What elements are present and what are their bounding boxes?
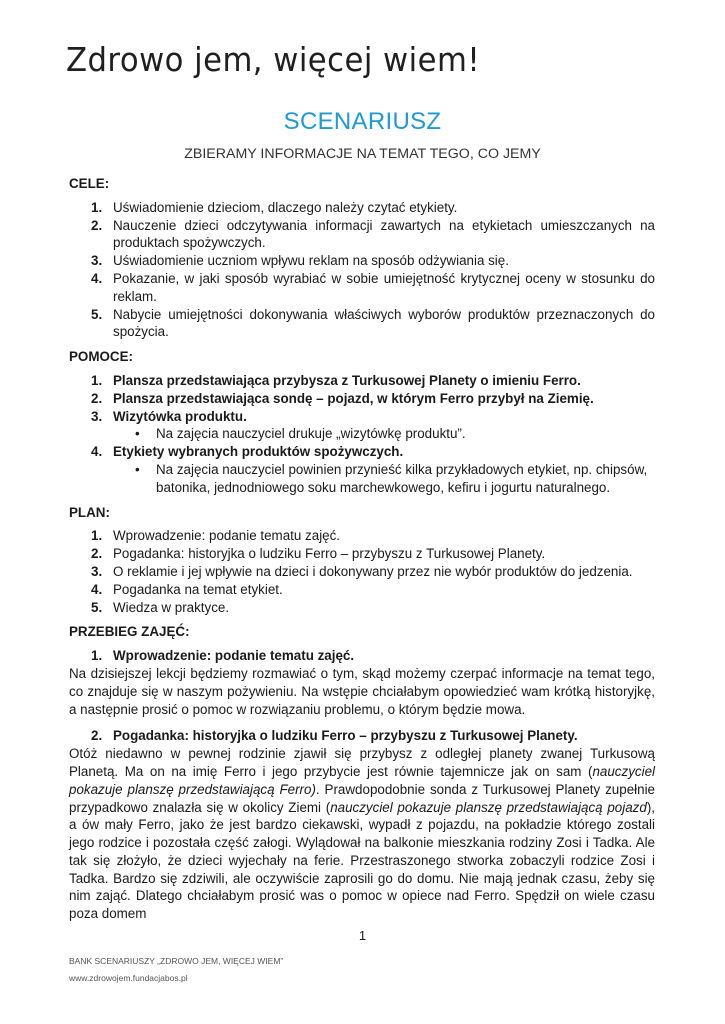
plan-heading: PLAN: bbox=[69, 504, 110, 520]
list-item: 2. Pogadanka: historyjka o ludziku Ferro – przybyszu z Turkusowej Planety. bbox=[91, 546, 546, 562]
pomoce-list bbox=[69, 372, 655, 425]
list-item: • Na zajęcia nauczyciel drukuje „wizytówkę produktu”. bbox=[135, 426, 466, 442]
przebieg-heading: PRZEBIEG ZAJĘĆ: bbox=[69, 624, 190, 640]
bullet-icon: • bbox=[135, 426, 140, 442]
list-item: 5. Nabycie umiejętności dokonywania właściwych wyborów produktów przeznaczonych do spożycia. bbox=[91, 306, 655, 340]
step-1 bbox=[69, 647, 655, 665]
pomoce-sublist-4 bbox=[69, 461, 655, 497]
list-item: 4. Pokazanie, w jaki sposób wyrabiać w sobie umiejętność krytycznej oceny w stosunku do reklam. bbox=[91, 270, 655, 304]
pomoce-sublist-3 bbox=[69, 425, 655, 443]
page-subtitle: ZBIERAMY INFORMACJE NA TEMAT TEGO, CO JEMY bbox=[184, 146, 541, 162]
logo: Zdrowo jem, więcej wiem! bbox=[66, 40, 481, 79]
footer-url: www.zdrowojem.fundacjabos.pl bbox=[69, 973, 188, 983]
footer bbox=[69, 953, 283, 987]
list-item: 3. O reklamie i jej wpływie na dzieci i dokonywany przez nie wybór produktów do jedzenia. bbox=[91, 563, 633, 579]
list-item: 2. Pogadanka: historyjka o ludziku Ferro – przybyszu z Turkusowej Planety. bbox=[91, 728, 578, 744]
list-item: 2. Nauczenie dzieci odczytywania informacji zawartych na etykietach umieszczanych na produktach spożywczych. bbox=[91, 217, 655, 251]
pomoce-list-continued bbox=[69, 443, 655, 461]
paragraph-story: Otóż niedawno w pewnej rodzinie zjawił się przybysz z odległej planety zwanej Turkusową Planetą. Ma on na imię Ferro i jego przybycie jest równie tajemnicze jak on sam (nauczyciel pokazuje planszę przedstawiającą Ferro). Prawdopodobnie sonda z Turkusowej Planety zupełnie przypadkowo znalazła się w okolicy Ziemi (nauczyciel pokazuje planszę przedstawiającą pojazd), a ów mały Ferro, jako że jest bardzo ciekawski, wypadł z pojazdu, na pokładzie którego zostali jego rodzice i pozostała część załogi. Wylądował na balkonie mieszkania rodziny Zosi i Tadka. Ale tak się złożyło, że dzieci wyjechały na ferie. Przestraszonego stworka zobaczyli rodzice Zosi i Tadka. Bardzo się zdziwili, ale oczywiście zaprosili go do domu. Nie mają jednak czasu, żeby się nim zająć. Dlatego chciałabym prosić was o pomoc w opiece nad Ferro. Spędził on wiele czasu poza domem bbox=[69, 746, 655, 922]
step-2 bbox=[69, 718, 655, 745]
list-item: 4. Pogadanka na temat etykiet. bbox=[91, 581, 283, 597]
paragraph-intro: Na dzisiejszej lekcji będziemy rozmawiać o tym, skąd możemy czerpać informacje na temat tego, co znajduje się w naszym pożywieniu. Na wstępie chciałabym opowiedzieć wam krótką historyjkę, a następnie prosić o pomoc w rozwiązaniu problemu, o którym będzie mowa. bbox=[69, 665, 655, 717]
list-item: 2. Plansza przedstawiająca sondę – pojazd, w którym Ferro przybył na Ziemię. bbox=[91, 390, 594, 406]
list-item: 4. Etykiety wybranych produktów spożywczych. bbox=[91, 444, 404, 460]
list-item: • Na zajęcia nauczyciel powinien przynieść kilka przykładowych etykiet, np. chipsów, batonika, jednodniowego soku marchewkowego, kefiru i jogurtu naturalnego. bbox=[135, 461, 648, 495]
list-item: 3. Uświadomienie uczniom wpływu reklam na sposób odżywiania się. bbox=[91, 253, 509, 269]
document-body bbox=[69, 175, 655, 923]
cele-heading: CELE: bbox=[69, 176, 110, 191]
list-item: 1. Wprowadzenie: podanie tematu zajęć. bbox=[91, 648, 355, 664]
list-item: 1. Wprowadzenie: podanie tematu zajęć. bbox=[91, 528, 341, 544]
plan-list bbox=[69, 527, 655, 616]
page-title: SCENARIUSZ bbox=[283, 108, 442, 135]
footer-title: BANK SCENARIUSZY „ZDROWO JEM, WIĘCEJ WIEM” bbox=[69, 956, 284, 966]
bullet-icon: • bbox=[135, 461, 140, 477]
pomoce-heading: POMOCE: bbox=[69, 349, 133, 365]
list-item: 1. Uświadomienie dzieciom, dlaczego należy czytać etykiety. bbox=[91, 199, 458, 215]
list-item: 1. Plansza przedstawiająca przybysza z Turkusowej Planety o imieniu Ferro. bbox=[91, 372, 581, 388]
list-item: 3. Wizytówka produktu. bbox=[91, 408, 247, 424]
page-number: 1 bbox=[358, 928, 367, 943]
cele-list bbox=[69, 199, 655, 341]
list-item: 5. Wiedza w praktyce. bbox=[91, 599, 230, 615]
